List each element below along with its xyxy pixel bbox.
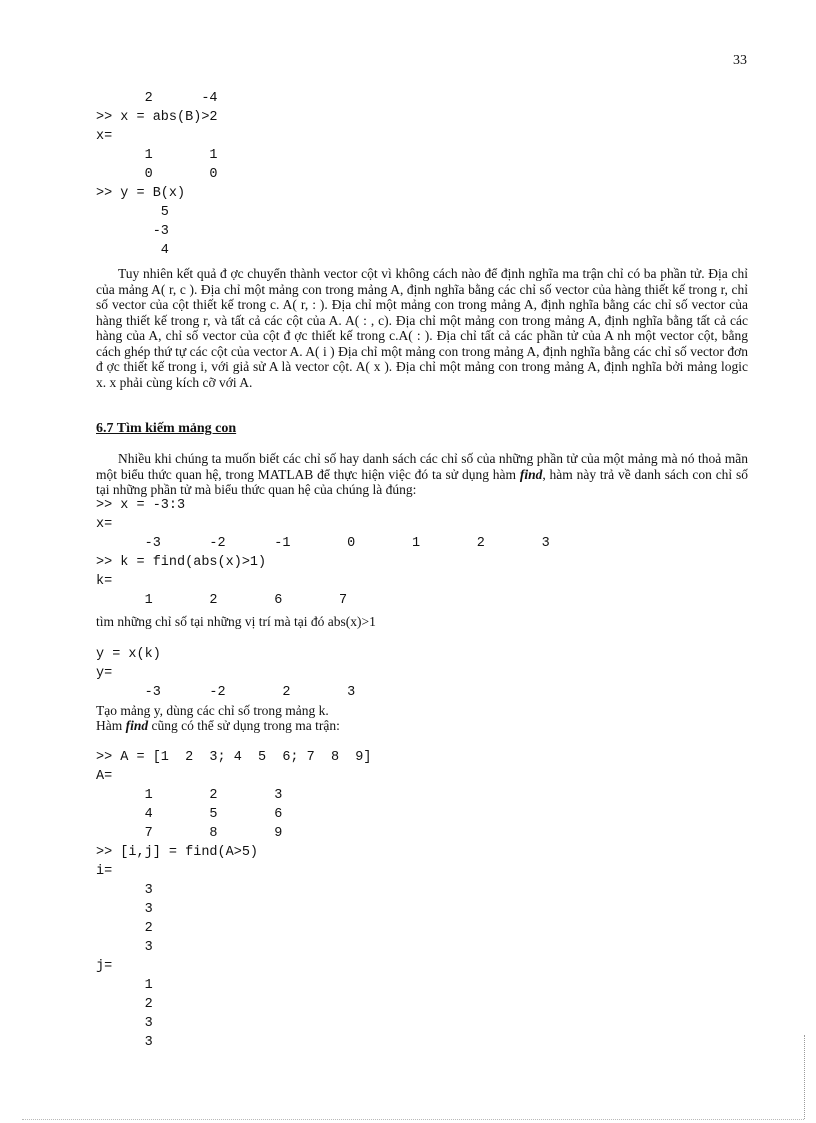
paragraph-array-addressing: Tuy nhiên kết quả đ ợc chuyển thành vector cột vì không cách nào để định nghĩa ma trận chỉ có ba phần tử. Địa chỉ của mảng A( r, c ). Địa chỉ một mảng con trong mảng A, định nghĩa bằng các chỉ số vector của hàng thiết kế trong r, chỉ số vector của cột thiết kế trong c. A( r, : ). Địa chỉ một mảng con trong mảng A, định nghĩa bằng các chỉ số vector của hàng thiết kế trong r, và tất cả các cột của A. A( : , c). Địa chỉ một mảng con trong mảng A, định nghĩa bằng tất cả các hàng của A, chỉ số vector của cột đ ợc thiết kế trong c.A( : ). Địa chỉ tất cả các phần tử của A nh một vector cột, bằng cách ghép thứ tự các cột của vector A. A( i ) Địa chỉ một mảng con trong mảng A, định nghĩa bằng các chỉ số vector đơn đ ợc thiết kế trong i, với giả sử A là vector cột. A( x ). Địa chỉ một mảng con trong mảng A, định nghĩa bởi mảng logic x. x phải cùng kích cỡ với A.	[96, 266, 748, 390]
code-block-find-vector: >> x = -3:3 x= -3 -2 -1 0 1 2 3 >> k = find(abs(x)>1) k= 1 2 6 7	[96, 498, 550, 608]
section-heading: 6.7 Tìm kiếm mảng con	[96, 421, 237, 436]
find-keyword: find	[519, 466, 543, 482]
code-block-y-assign: y = x(k) y= -3 -2 2 3	[96, 647, 356, 700]
text-create-y: Tạo mảng y, dùng các chỉ số trong mảng k.	[96, 703, 329, 718]
text-find-indices: tìm những chỉ số tại những vị trí mà tại đó abs(x)>1	[96, 614, 376, 629]
page-number: 33	[733, 53, 747, 68]
page-border-bottom	[22, 1119, 804, 1120]
text-find-matrix: Hàm find cũng có thể sử dụng trong ma trận:	[96, 718, 340, 733]
code-block-abs-example: 2 -4 >> x = abs(B)>2 x= 1 1 0 0 >> y = B(x) 5 -3 4	[96, 91, 218, 258]
code-block-find-matrix: >> A = [1 2 3; 4 5 6; 7 8 9] A= 1 2 3 4 5 6 7 8 9 >> [i,j] = find(A>5) i= 3 3 2 3 j= 1 2 3 3	[96, 750, 372, 1050]
paragraph-find-intro: Nhiều khi chúng ta muốn biết các chỉ số hay danh sách các chỉ số của những phần tử của một mảng mà nó thoả mãn một biểu thức quan hệ, trong MATLAB để thực hiện việc đó ta sử dụng hàm find, hàm này trả về danh sách con chỉ số tại những phần tử mà biểu thức quan hệ của chúng là đúng:	[96, 451, 749, 497]
find-keyword-2: find	[125, 718, 149, 733]
page-border-right	[804, 1035, 805, 1119]
